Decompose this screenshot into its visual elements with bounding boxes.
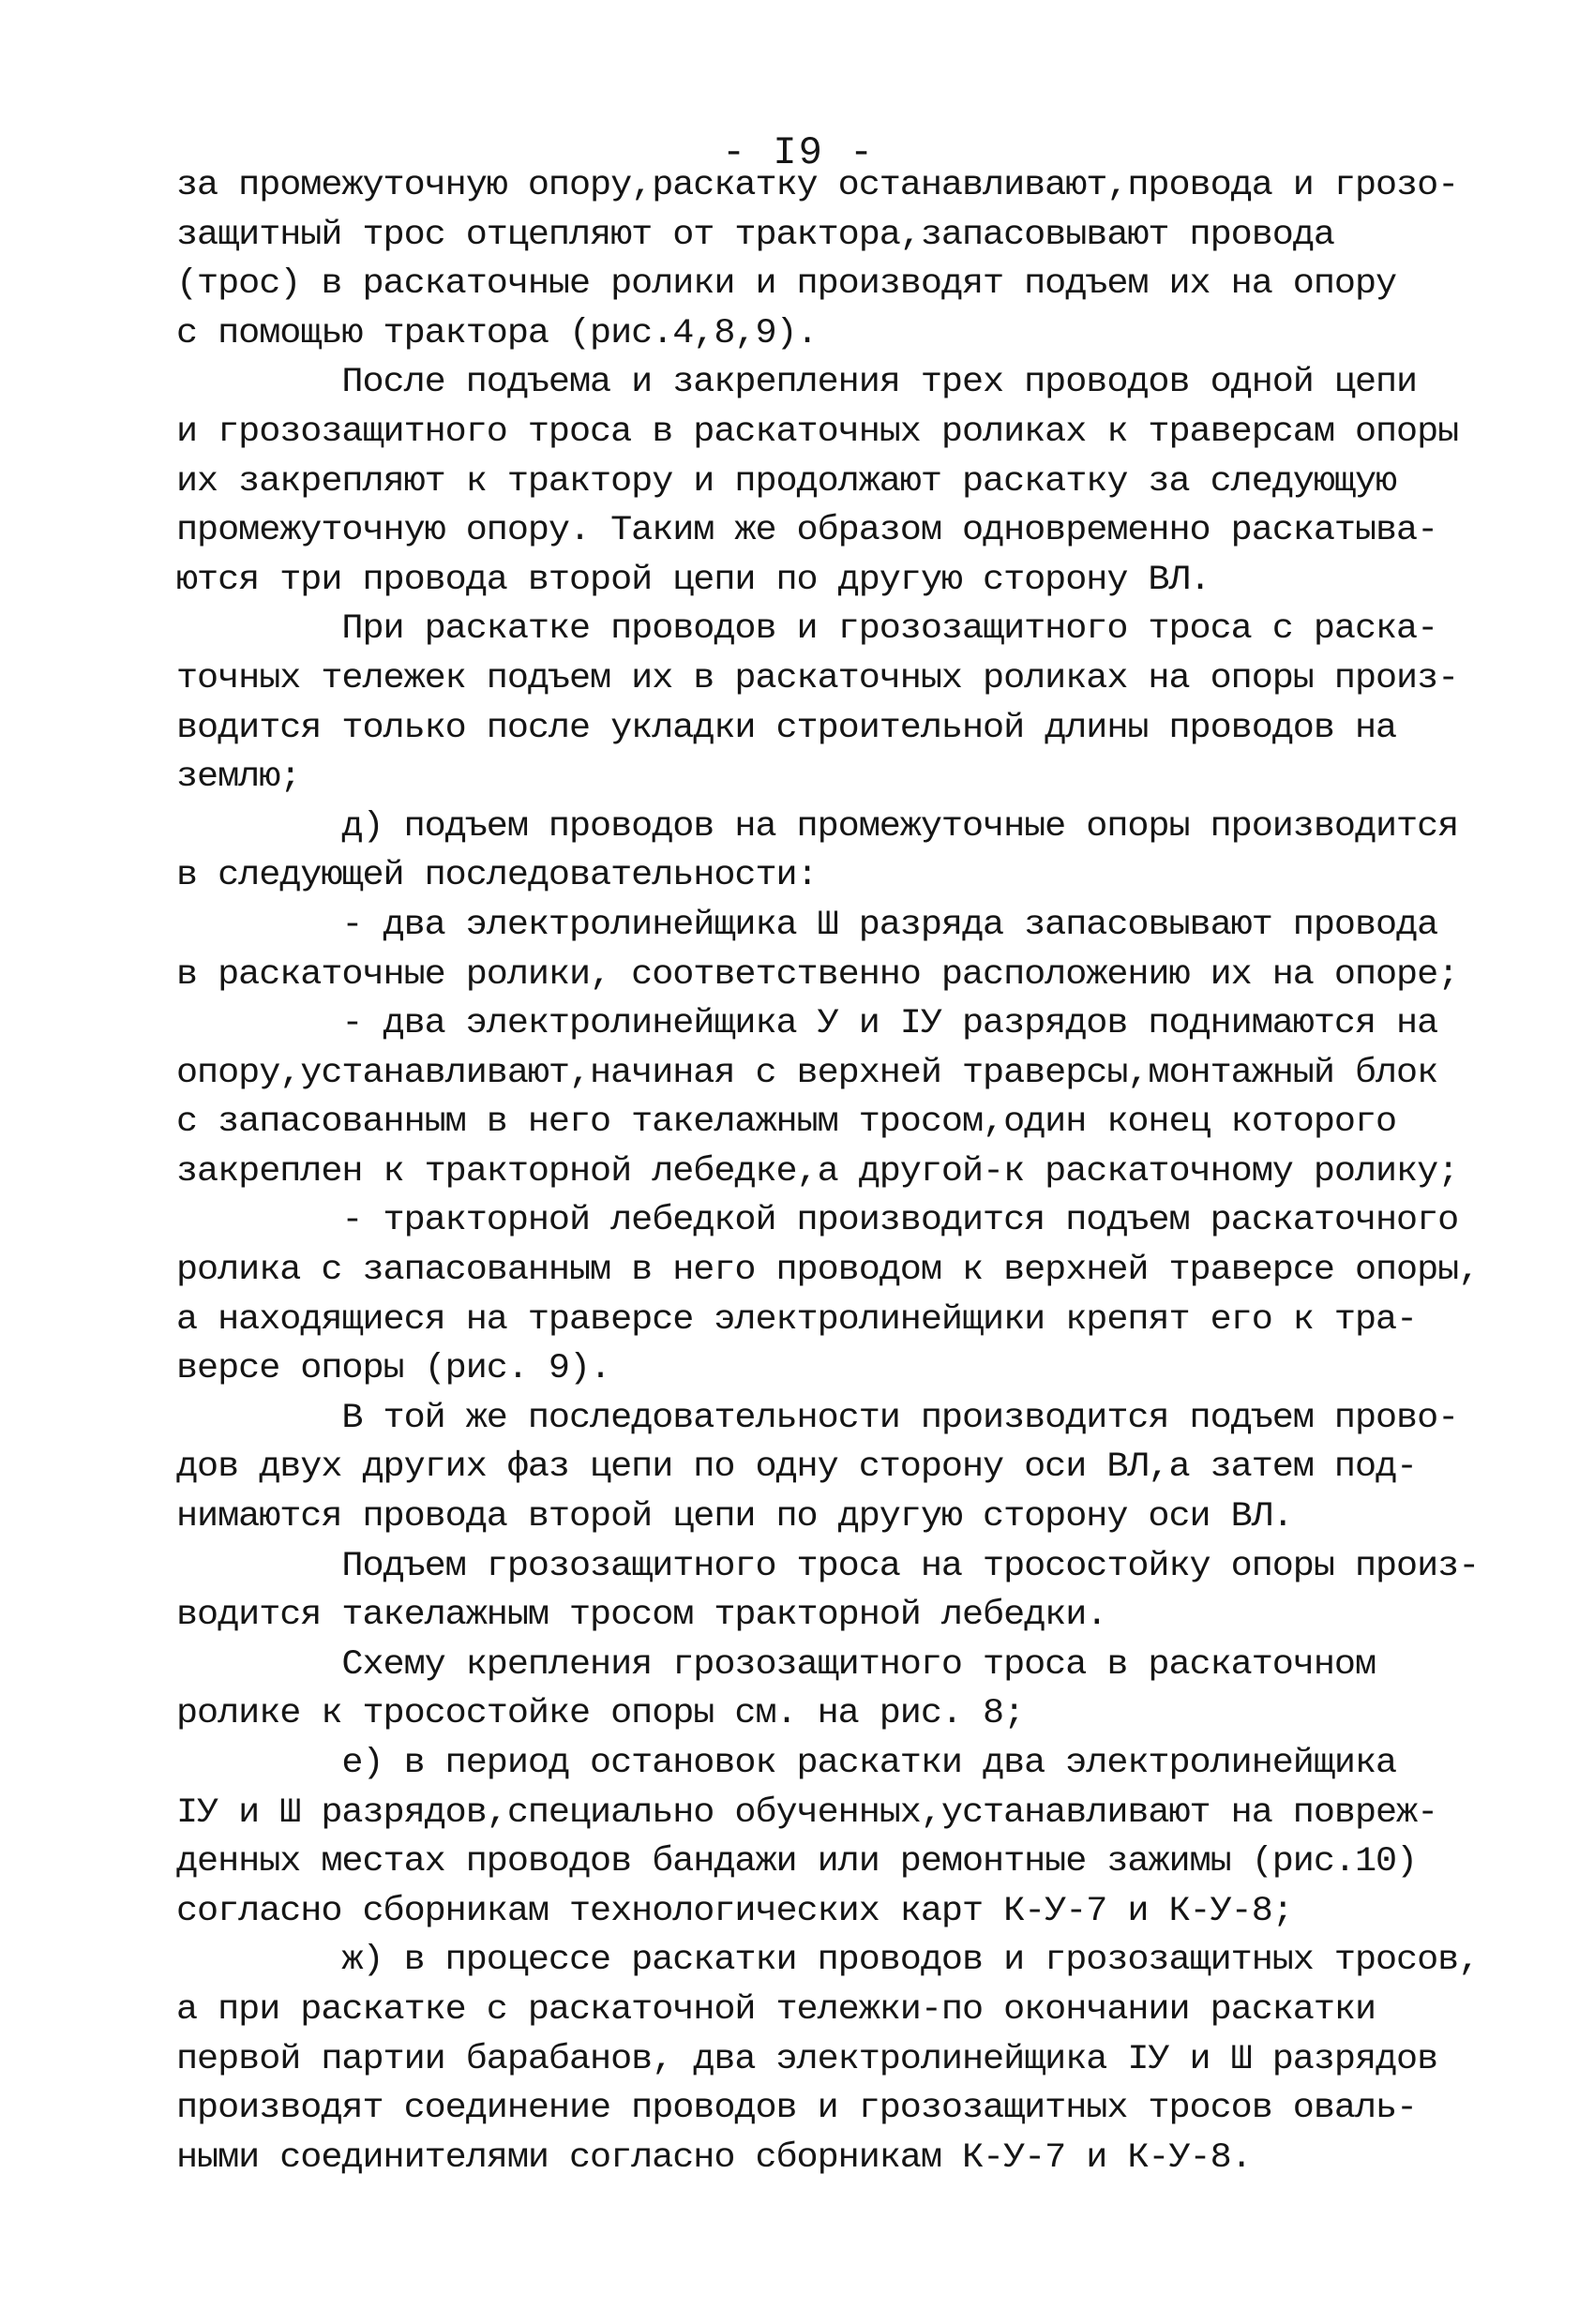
text-line: а при раскатке с раскаточной тележки-по окончании раскатки bbox=[176, 1989, 1376, 2030]
text-line: е) в период остановок раскатки два электролинейщика bbox=[176, 1744, 1397, 1783]
text-line: водится только после укладки строительной длины проводов на bbox=[176, 708, 1397, 748]
text-line: а находящиеся на траверсе электролинейщики крепят его к тра- bbox=[176, 1299, 1418, 1340]
text-line: ролика с запасованным в него проводом к верхней траверсе опоры, bbox=[176, 1251, 1480, 1291]
body-text bbox=[176, 161, 1502, 2182]
text-line: - два электролинейщика Ш разряда запасовывают провода bbox=[176, 905, 1438, 945]
text-line: согласно сборникам технологических карт К-У-7 и К-У-8; bbox=[176, 1891, 1293, 1931]
text-line: водится такелажным тросом тракторной лебедки. bbox=[176, 1596, 1107, 1636]
text-line: и грозозащитного троса в раскаточных роликах к траверсам опоры bbox=[176, 412, 1459, 452]
text-line: дов двух других фаз цепи по одну сторону оси ВЛ,а затем под- bbox=[176, 1447, 1418, 1488]
text-line: денных местах проводов бандажи или ремонтные зажимы (рис.10) bbox=[176, 1842, 1418, 1882]
text-line: д) подъем проводов на промежуточные опоры производится bbox=[176, 806, 1459, 847]
text-line: - два электролинейщика У и IУ разрядов поднимаются на bbox=[176, 1004, 1438, 1044]
text-line: При раскатке проводов и грозозащитного троса с раска- bbox=[176, 609, 1438, 650]
text-line: с запасованным в него такелажным тросом,один конец которого bbox=[176, 1102, 1397, 1143]
text-line: После подъема и закрепления трех проводов одной цепи bbox=[176, 363, 1418, 403]
text-line: Схему крепления грозозащитного троса в раскаточном bbox=[176, 1644, 1376, 1685]
text-line: производят соединение проводов и грозозащитных тросов оваль- bbox=[176, 2089, 1418, 2129]
text-line: землю; bbox=[176, 757, 301, 798]
text-line: В той же последовательности производится подъем прово- bbox=[176, 1398, 1459, 1438]
text-line: их закрепляют к трактору и продолжают раскатку за следующую bbox=[176, 461, 1397, 502]
text-line: (трос) в раскаточные ролики и производят подъем их на опору bbox=[176, 264, 1397, 305]
text-line: опору,устанавливают,начиная с верхней траверсы,монтажный блок bbox=[176, 1053, 1438, 1093]
text-line: нимаются провода второй цепи по другую сторону оси ВЛ. bbox=[176, 1497, 1293, 1537]
text-line: версе опоры (рис. 9). bbox=[176, 1349, 611, 1389]
text-line: Подъем грозозащитного троса на тросостойку опоры произ- bbox=[176, 1546, 1480, 1586]
page-number: - I9 - bbox=[722, 130, 876, 175]
text-line: закреплен к тракторной лебедке,а другой-к раскаточному ролику; bbox=[176, 1151, 1459, 1192]
text-line: - тракторной лебедкой производится подъем раскаточного bbox=[176, 1201, 1459, 1241]
text-line: промежуточную опору. Таким же образом одновременно раскатыва- bbox=[176, 511, 1438, 551]
text-line: первой партии барабанов, два электролинейщика IУ и Ш разрядов bbox=[176, 2039, 1438, 2079]
text-line: точных тележек подъем их в раскаточных роликах на опоры произ- bbox=[176, 658, 1459, 698]
text-line: в следующей последовательности: bbox=[176, 856, 818, 896]
text-line: ролике к тросостойке опоры см. на рис. 8; bbox=[176, 1694, 1025, 1734]
text-line: ж) в процессе раскатки проводов и грозозащитных тросов, bbox=[176, 1941, 1480, 1981]
text-line: IУ и Ш разрядов,специально обученных,устанавливают на повреж- bbox=[176, 1792, 1438, 1833]
text-line: ются три провода второй цепи по другую сторону ВЛ. bbox=[176, 560, 1211, 600]
text-line: с помощью трактора (рис.4,8,9). bbox=[176, 313, 818, 353]
text-line: в раскаточные ролики, соответственно расположению их на опоре; bbox=[176, 954, 1459, 995]
text-line: защитный трос отцепляют от трактора,запасовывают провода bbox=[176, 215, 1334, 255]
text-line: за промежуточную опору,раскатку останавливают,провода и грозо- bbox=[176, 166, 1459, 205]
text-line: ными соединителями согласно сборникам К-У-7 и К-У-8. bbox=[176, 2137, 1252, 2178]
